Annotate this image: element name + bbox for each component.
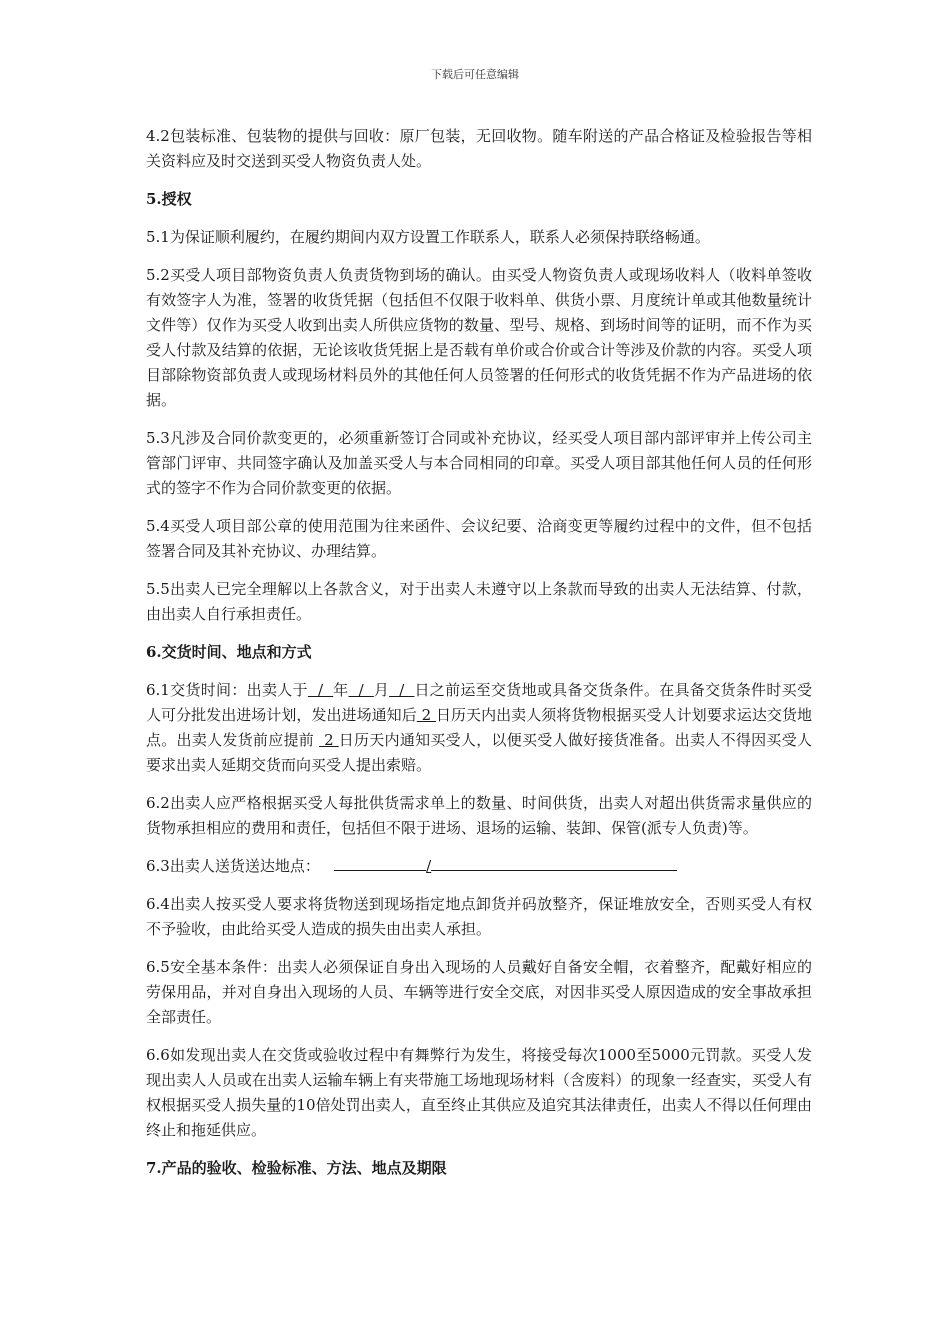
section-heading-6: 6.交货时间、地点和方式 (146, 643, 312, 661)
clause-6-1-text-6: 日历天内通知买受人，以便买受人做好接货准备。出卖人不得因买受人要求出卖人延期交货而向买受人提出索赔。 (146, 731, 812, 774)
clause-6-4: 6.4出卖人按买受人要求将货物送到现场指定地点卸货并码放整齐，保证堆放安全，否则买受人有权不予验收，由此给买受人造成的损失由出卖人承担。 (146, 895, 812, 938)
arrival-days-blank: 2 (416, 706, 436, 724)
clause-6-1-text-4: 日之前运至交货地或具备交货条件。在具备交货条件时买受人可分批发出进场计划，发出进场通知后 (146, 681, 812, 724)
delivery-year-blank: / (307, 681, 334, 699)
clause-6-3 (146, 854, 812, 879)
clause-6-6: 6.6如发现出卖人在交货或验收过程中有舞弊行为发生，将接受每次1000至5000元罚款。买受人发现出卖人人员或在出卖人运输车辆上有夹带施工场地现场材料（含废料）的现象一经查实，买受人有权根据买受人损失量的10倍处罚出卖人，直至终止其供应及追究其法律责任，出卖人不得以任何理由终止和拖延供应。 (146, 1046, 812, 1139)
address-blank-right (431, 854, 677, 871)
page-header: 下载后可任意编辑 (431, 68, 519, 81)
clause-6-1 (146, 678, 812, 778)
clause-6-1-text-5: 日历天内出卖人须将货物根据买受人计划要求运达交货地点。出卖人发货前应提前 (146, 706, 812, 749)
clause-6-3-label: 6.3出卖人送货送达地点： (146, 857, 320, 875)
clause-5-5: 5.5出卖人已完全理解以上各款含义，对于出卖人未遵守以上条款而导致的出卖人无法结算、付款，由出卖人自行承担责任。 (146, 580, 812, 623)
clause-6-2: 6.2出卖人应严格根据买受人每批供货需求单上的数量、时间供货，出卖人对超出供货需求量供应的货物承担相应的费用和责任，包括但不限于进场、退场的运输、装卸、保管(派专人负责)等。 (146, 794, 812, 837)
address-blank-left (334, 854, 426, 871)
clause-6-1-text-2: 年 (333, 681, 349, 699)
document-body (146, 124, 812, 1194)
notice-days-blank: 2 (319, 731, 339, 749)
delivery-month-blank: / (348, 681, 374, 699)
clause-5-1: 5.1为保证顺利履约，在履约期间内双方设置工作联系人，联系人必须保持联络畅通。 (146, 228, 710, 246)
clause-6-5: 6.5安全基本条件：出卖人必须保证自身出入现场的人员戴好自备安全帽，衣着整齐，配戴好相应的劳保用品，并对自身出入现场的人员、车辆等进行安全交底，对因非买受人原因造成的安全事故承担全部责任。 (146, 958, 812, 1026)
clause-5-3: 5.3凡涉及合同价款变更的，必须重新签订合同或补充协议，经买受人项目部内部评审并上传公司主管部门评审、共同签字确认及加盖买受人与本合同相同的印章。买受人项目部其他任何人员的任何形式的签字不作为合同价款变更的依据。 (146, 429, 812, 497)
clause-6-1-text-1: 6.1交货时间：出卖人于 (146, 681, 308, 699)
clause-6-1-text-3: 月 (373, 681, 390, 699)
clause-5-2: 5.2买受人项目部物资负责人负责货物到场的确认。由买受人物资负责人或现场收料人（收料单签收有效签字人为准，签署的收货凭据（包括但不仅限于收料单、供货小票、月度统计单或其他数量统计文件等）仅作为买受人收到出卖人所供应货物的数量、型号、规格、到场时间等的证明，而不作为买受人付款及结算的依据，无论该收货凭据上是否载有单价或合价或合计等涉及价款的内容。买受人项目部除物资部负责人或现场材料员外的其他任何人员签署的任何形式的收货凭据不作为产品进场的依据。 (146, 266, 812, 409)
section-heading-7: 7.产品的验收、检验标准、方法、地点及期限 (146, 1159, 447, 1177)
clause-4-2: 4.2包装标准、包装物的提供与回收：原厂包装，无回收物。随车附送的产品合格证及检验报告等相关资料应及时交送到买受人物资负责人处。 (146, 127, 812, 170)
address-slash: / (426, 857, 432, 875)
delivery-day-blank: / (389, 681, 415, 699)
section-heading-5: 5.授权 (146, 190, 192, 208)
clause-5-4: 5.4买受人项目部公章的使用范围为往来函件、会议纪要、洽商变更等履约过程中的文件，但不包括签署合同及其补充协议、办理结算。 (146, 517, 812, 560)
